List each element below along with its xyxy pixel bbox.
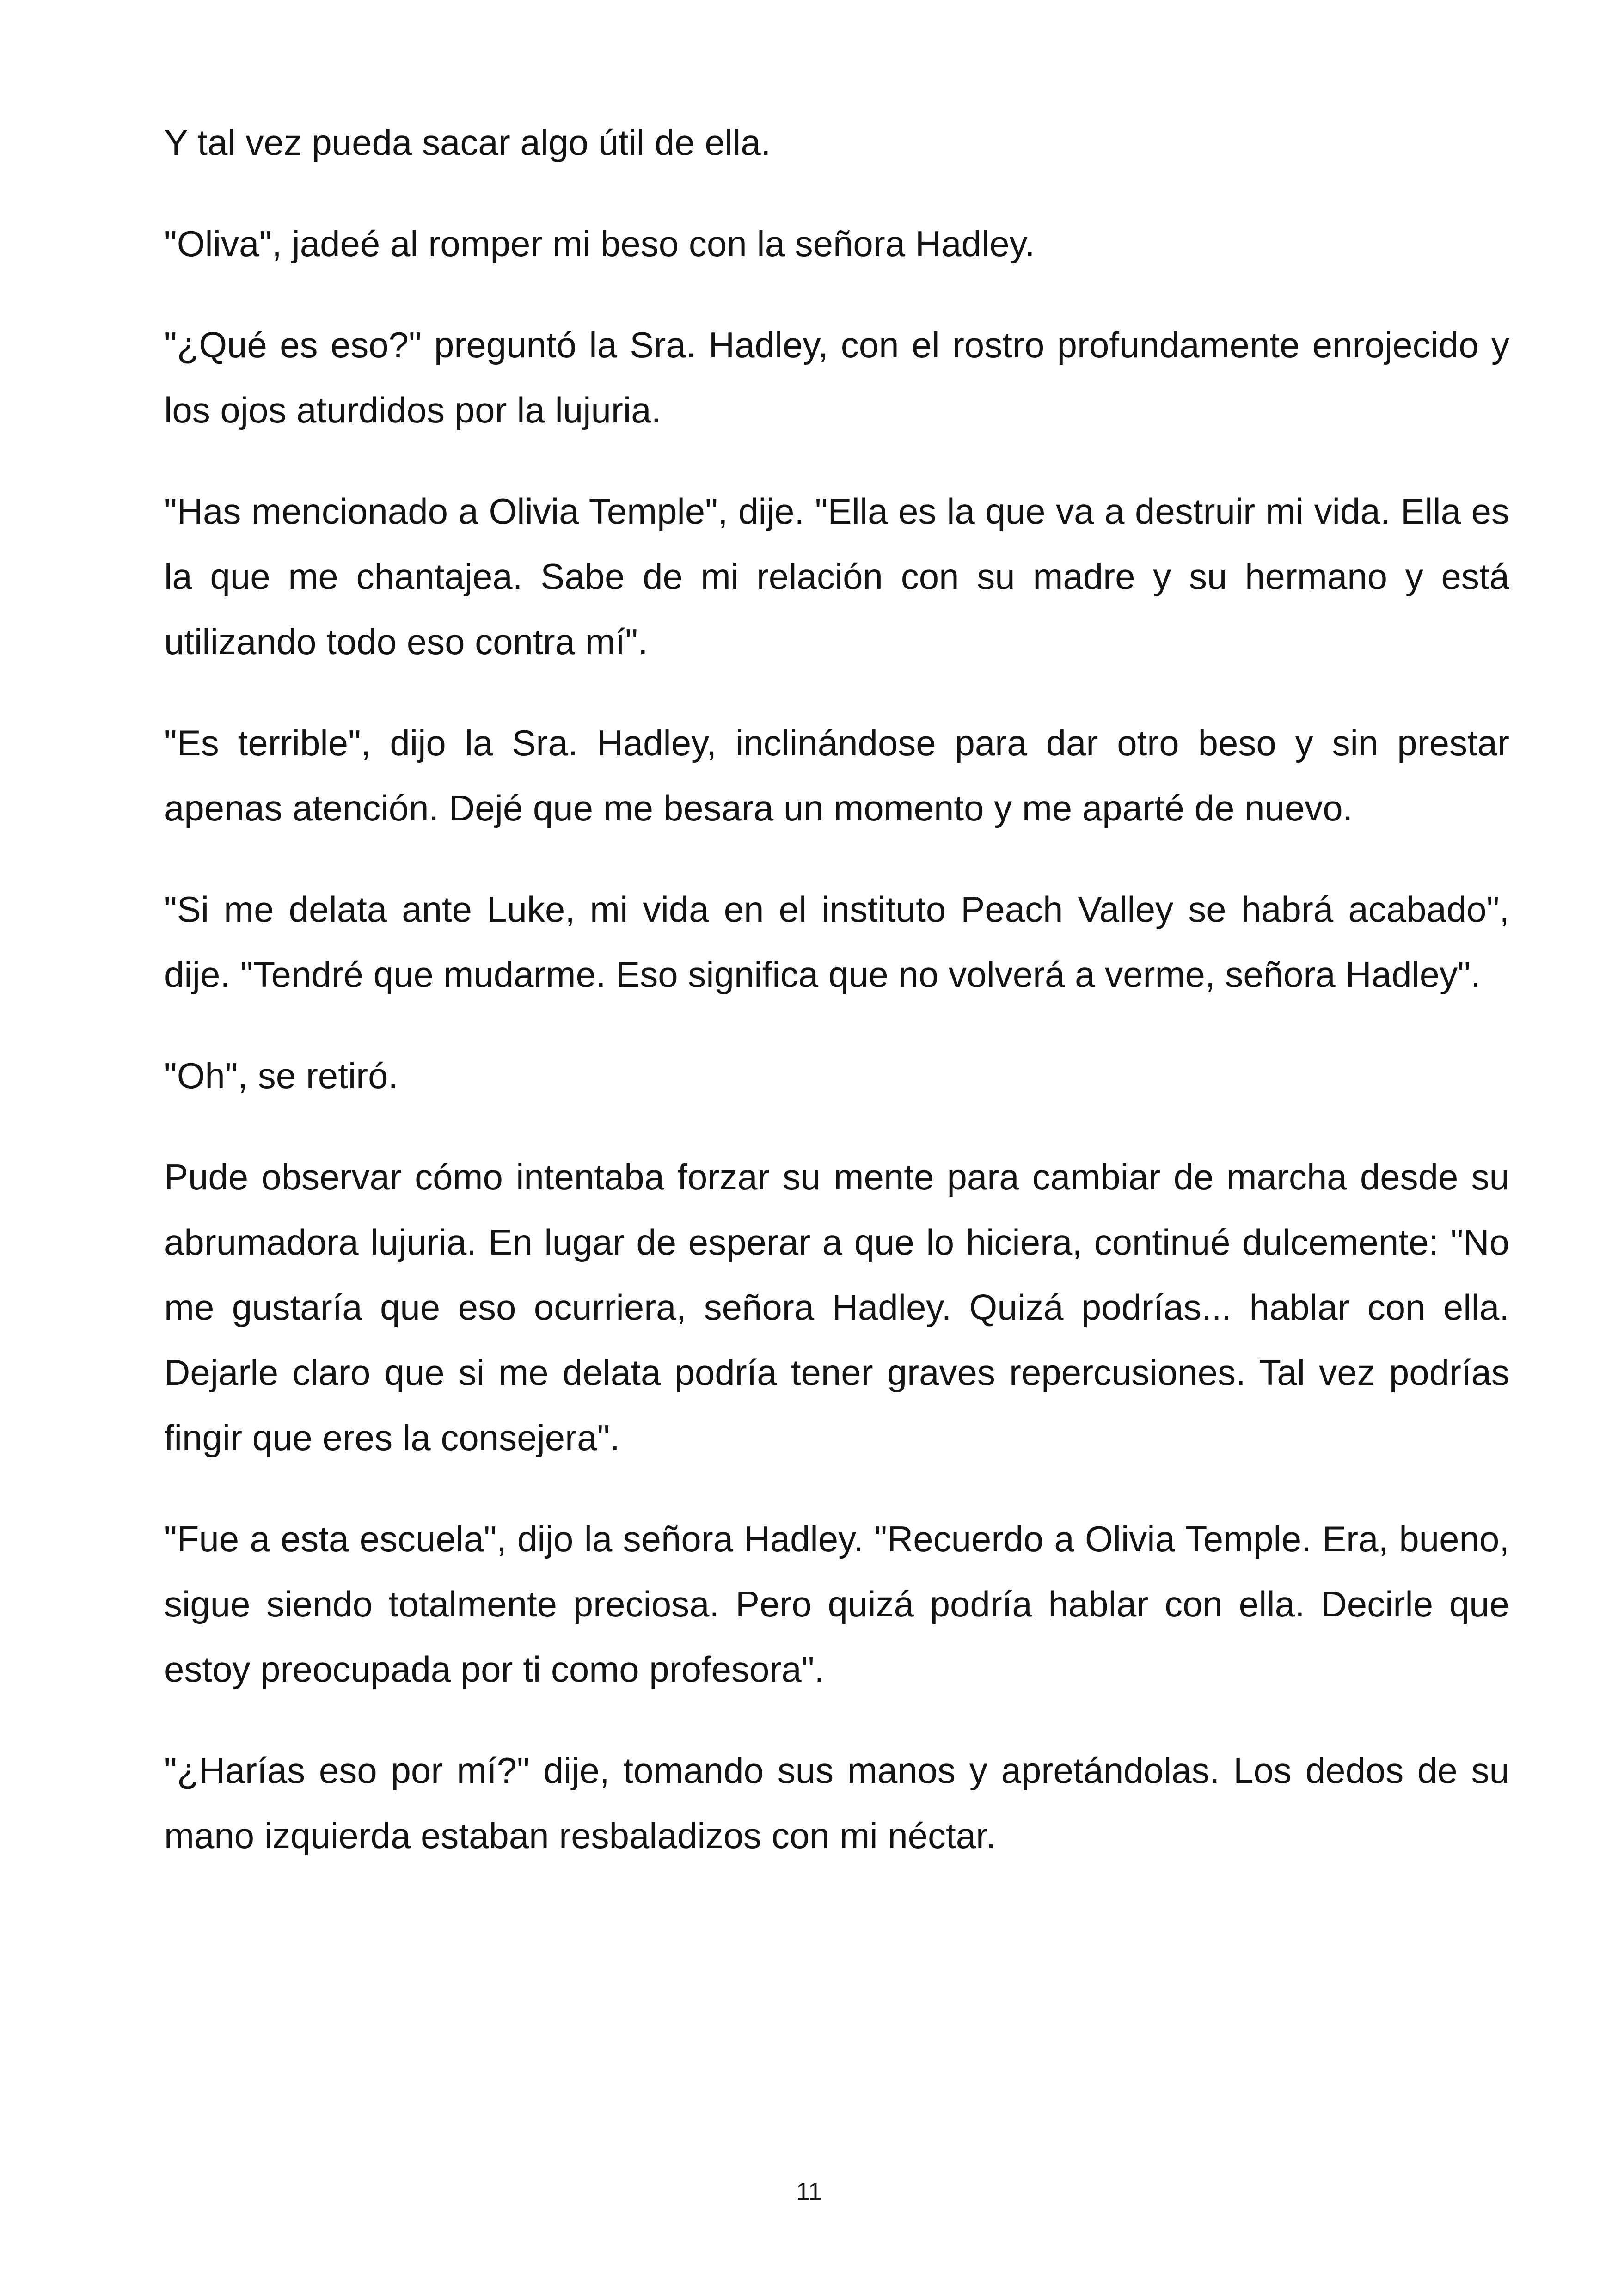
paragraph: "Fue a esta escuela", dijo la señora Hadley. "Recuerdo a Olivia Temple. Era, bueno, sigue siendo totalmente preciosa. Pero quizá podría hablar con ella. Decirle que estoy preocupada por ti como profesora". xyxy=(164,1518,1509,1690)
paragraph: "¿Harías eso por mí?" dije, tomando sus manos y apretándolas. Los dedos de su mano izquierda estaban resbaladizos con mi néctar. xyxy=(164,1750,1509,1856)
paragraph: Pude observar cómo intentaba forzar su mente para cambiar de marcha desde su abrumadora lujuria. En lugar de esperar a que lo hiciera, continué dulcemente: "No me gustaría que eso ocurriera, señora Hadley. Quizá podrías... hablar con ella. Dejarle claro que si me delata podría tener graves repercusiones. Tal vez podrías fingir que eres la consejera". xyxy=(164,1157,1509,1458)
page-number: 11 xyxy=(796,2178,822,2205)
paragraph: Y tal vez pueda sacar algo útil de ella. xyxy=(164,122,771,163)
body-text xyxy=(164,110,1509,1868)
paragraph: "Oh", se retiró. xyxy=(164,1055,398,1096)
paragraph: "Es terrible", dijo la Sra. Hadley, inclinándose para dar otro beso y sin prestar apenas atención. Dejé que me besara un momento y me aparté de nuevo. xyxy=(164,722,1509,828)
paragraph: "Si me delata ante Luke, mi vida en el instituto Peach Valley se habrá acabado", dije. "Tendré que mudarme. Eso significa que no volverá a verme, señora Hadley". xyxy=(164,889,1509,995)
paragraph: "¿Qué es eso?" preguntó la Sra. Hadley, con el rostro profundamente enrojecido y los ojos aturdidos por la lujuria. xyxy=(164,325,1509,430)
paragraph: "Oliva", jadeé al romper mi beso con la señora Hadley. xyxy=(164,223,1035,264)
paragraph: "Has mencionado a Olivia Temple", dije. "Ella es la que va a destruir mi vida. Ella es la que me chantajea. Sabe de mi relación con su madre y su hermano y está utilizando todo eso contra mí". xyxy=(164,491,1509,662)
